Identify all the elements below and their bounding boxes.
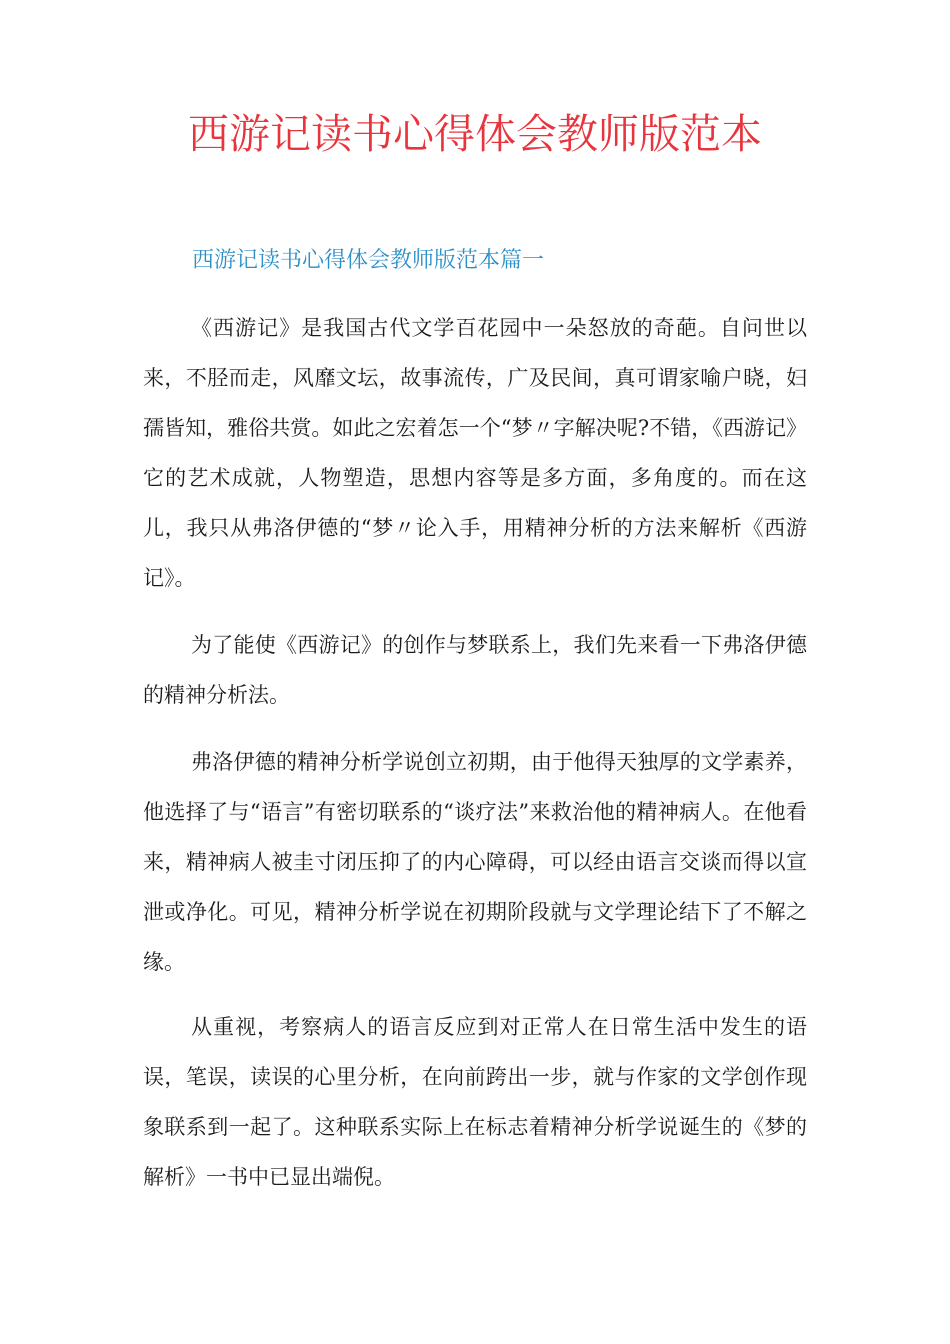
paragraph-1: 《西游记》是我国古代文学百花园中一朵怒放的奇葩。自问世以来，不胫而走，风靡文坛，故事流传，广及民间，真可谓家喻户晓，妇孺皆知，雅俗共赏。如此之宏着怎一个“梦〃字解决呢?不错，《西游记》它的艺术成就，人物塑造，思想内容等是多方面，多角度的。而在这儿，我只从弗洛伊德的“梦〃论入手，用精神分析的方法来解析《西游记》。	[143, 316, 807, 590]
section-heading: 西游记读书心得体会教师版范本篇一	[192, 248, 545, 273]
paragraph-2: 为了能使《西游记》的创作与梦联系上，我们先来看一下弗洛伊德的精神分析法。	[143, 633, 807, 707]
document-title: 西游记读书心得体会教师版范本	[188, 110, 762, 158]
paragraph-3: 弗洛伊德的精神分析学说创立初期，由于他得天独厚的文学素养，他选择了与“语言”有密切联系的“谈疗法”来救治他的精神病人。在他看来，精神病人被圭寸闭压抑了的内心障碍，可以经由语言交谈而得以宣泄或净化。可见，精神分析学说在初期阶段就与文学理论结下了不解之缘。	[143, 750, 807, 974]
paragraph-4: 从重视，考察病人的语言反应到对正常人在日常生活中发生的语误，笔误，读误的心里分析，在向前跨出一步，就与作家的文学创作现象联系到一起了。这种联系实际上在标志着精神分析学说诞生的《梦的解析》一书中已显出端倪。	[143, 1015, 807, 1189]
